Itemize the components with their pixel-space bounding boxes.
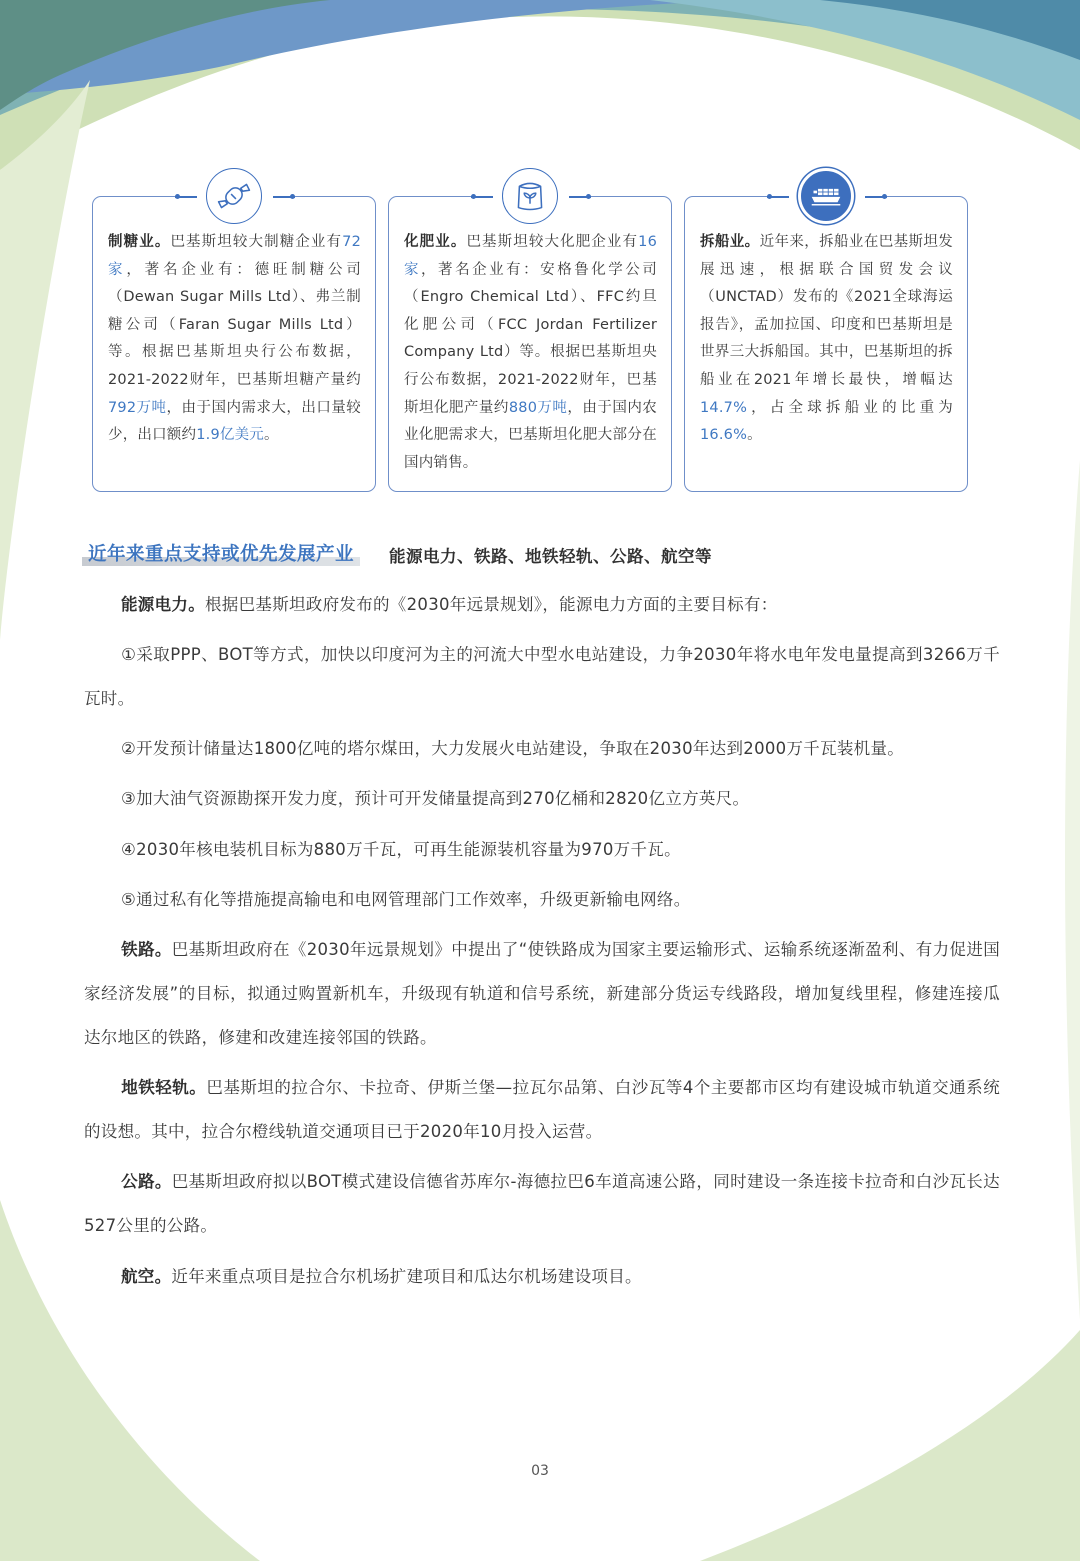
paragraph-lead: 公路。 [121,1172,172,1191]
paragraph-highway [84,1160,1000,1248]
paragraph-energy-intro [84,583,1000,627]
card-text-run: ，著名企业有：德旺制糖公司（Dewan Sugar Mills Ltd）、弗兰制糖公司（Faran Sugar Mills Ltd）等。根据巴基斯坦央行公布数据，2021-2022财年，巴基斯坦糖产量约 [108,261,362,388]
ship-icon-badge [767,168,887,226]
paragraph-text: 根据巴基斯坦政府发布的《2030年远景规划》，能源电力方面的主要目标有： [205,595,778,614]
card-highlight: 1.9亿美元 [196,427,264,444]
fertilizer-bag-icon [502,168,558,224]
card-highlight: 792万吨 [108,399,167,416]
section-subtitle: 能源电力、铁路、地铁轻轨、公路、航空等 [389,547,712,566]
paragraph-railway [84,928,1000,1060]
paragraph-text: 巴基斯坦的拉合尔、卡拉奇、伊斯兰堡—拉瓦尔品第、白沙瓦等4个主要都市区均有建设城市轨道交通系统的设想。其中，拉合尔橙线轨道交通项目已于2020年10月投入运营。 [84,1078,1001,1141]
fertilizer-icon-badge [471,168,591,226]
paragraph-energy-goal-5 [84,878,1000,922]
card-highlight: 880万吨 [508,399,568,416]
paragraph-energy-goal-3 [84,777,1000,821]
paragraph-text: 巴基斯坦政府在《2030年远景规划》中提出了“使铁路成为国家主要运输形式、运输系统逐渐盈利、有力促进国家经济发展”的目标，拟通过购置新机车，升级现有轨道和信号系统，新建部分货运专线路段，增加复线里程，修建连接瓜达尔地区的铁路，修建和改建连接邻国的铁路。 [84,940,1000,1047]
sugar-industry-card [92,196,376,492]
card-text-run: 。 [747,427,762,444]
card-highlight: 72家 [108,234,361,278]
card-lead: 制糖业。 [108,234,171,250]
fertilizer-industry-card [388,196,672,492]
page-number: 03 [531,1463,549,1479]
paragraph-energy-goal-1 [84,633,1000,721]
card-lead: 化肥业。 [404,234,467,250]
paragraph-text: 巴基斯坦政府拟以BOT模式建设信德省苏库尔-海德拉巴6车道高速公路，同时建设一条连接卡拉奇和白沙瓦长达527公里的公路。 [84,1172,1000,1235]
paragraph-lead: 能源电力。 [121,595,205,614]
paragraph-aviation [84,1255,1000,1299]
ship-icon [798,168,854,224]
paragraph-lead: 地铁轻轨。 [121,1078,207,1097]
card-lead: 拆船业。 [700,234,760,250]
card-text [404,229,657,477]
card-text-run: 巴基斯坦较大制糖企业有 [170,234,343,250]
paragraph-energy-goal-2 [84,727,1000,771]
paragraph-text: ④2030年核电装机目标为880万千瓦，可再生能源装机容量为970万千瓦。 [121,840,681,859]
card-text-run: ，由于国内农业化肥需求大，巴基斯坦化肥大部分在国内销售。 [404,399,658,471]
card-text-run: 近年来，拆船业在巴基斯坦发展迅速，根据联合国贸发会议（UNCTAD）发布的《2021全球海运报告》，孟加拉国、印度和巴基斯坦是世界三大拆船国。其中，巴基斯坦的拆船业在2021年增长最快，增幅达 [700,234,953,388]
paragraph-metro [84,1066,1000,1154]
card-highlight: 14.7% [700,399,748,416]
paragraph-text: ①采取PPP、BOT等方式，加快以印度河为主的河流大中型水电站建设，力争2030年将水电年发电量提高到3266万千瓦时。 [84,645,1000,708]
section-title: 近年来重点支持或优先发展产业 [82,540,360,568]
paragraph-text: 近年来重点项目是拉合尔机场扩建项目和瓜达尔机场建设项目。 [171,1267,642,1286]
paragraph-lead: 铁路。 [121,940,172,959]
paragraph-text: ⑤通过私有化等措施提高输电和电网管理部门工作效率，升级更新输电网络。 [121,890,691,909]
card-highlight: 16家 [404,234,657,278]
card-text-run: ，占全球拆船业的比重为 [747,399,953,416]
card-highlight: 16.6% [700,427,748,444]
candy-icon [206,168,262,224]
card-text-run: ，著名企业有：安格鲁化学公司（Engro Chemical Ltd）、FFC约旦化肥公司（FCC Jordan Fertilizer Company Ltd）等。根据巴基斯坦央行公布数据，2021-2022财年，巴基斯坦化肥产量约 [404,261,657,416]
sugar-icon-badge [175,168,295,226]
card-text [700,229,953,450]
paragraph-text: ③加大油气资源勘探开发力度，预计可开发储量提高到270亿桶和2820亿立方英尺。 [121,789,750,808]
paragraph-lead: 航空。 [121,1267,172,1286]
card-text-run: 巴基斯坦较大化肥企业有 [466,234,639,250]
card-text-run: ，由于国内需求大，出口量较少，出口额约 [108,399,361,444]
paragraph-energy-goal-4 [84,828,1000,872]
paragraph-text: ②开发预计储量达1800亿吨的塔尔煤田，大力发展火电站建设，争取在2030年达到2000万千瓦装机量。 [121,739,905,758]
card-text [108,229,361,450]
card-text-run: 。 [263,427,279,444]
shipbreaking-industry-card [684,196,968,492]
